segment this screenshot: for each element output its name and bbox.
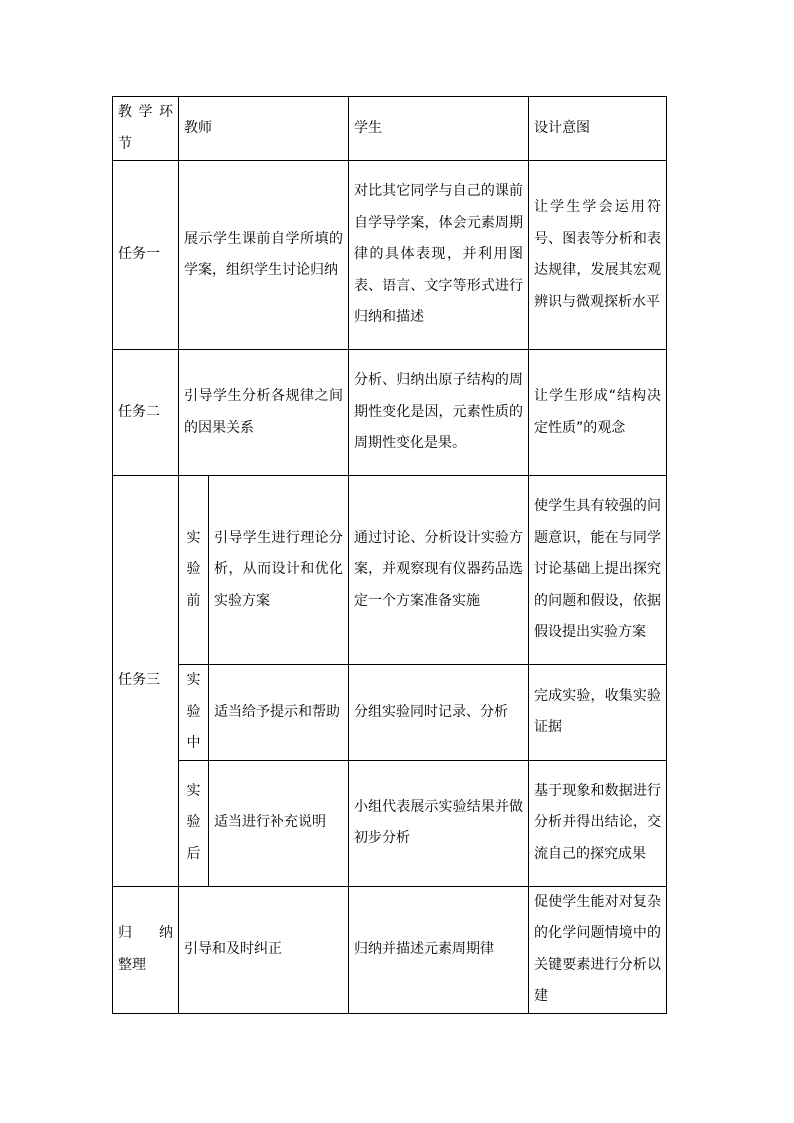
summary-stage [113, 886, 179, 1013]
task1-student: 对比其它同学与自己的课前自学导学案，体会元素周期律的具体表现，并利用图表、语言、文字等形式进行归纳和描述 [349, 161, 529, 350]
header-teacher: 教师 [179, 97, 349, 161]
task3-during-sub: 实验中 [179, 665, 209, 761]
task3-after-row [113, 760, 667, 886]
task1-stage: 任务一 [113, 161, 179, 350]
summary-stage-line2: 整理 [118, 956, 146, 973]
task3-after-sub: 实验后 [179, 760, 209, 886]
summary-row [113, 886, 667, 1013]
header-stage: 教学环节 [113, 97, 179, 161]
task1-row [113, 161, 667, 350]
task3-during-intent: 完成实验，收集实验证据 [529, 665, 667, 761]
summary-student: 归纳并描述元素周期律 [349, 886, 529, 1013]
task3-after-student: 小组代表展示实验结果并做初步分析 [349, 760, 529, 886]
task2-stage: 任务二 [113, 350, 179, 476]
task2-student: 分析、归纳出原子结构的周期性变化是因，元素性质的周期性变化是果。 [349, 350, 529, 476]
task3-before-student: 通过讨论、分析设计实验方案，并观察现有仪器药品选定一个方案准备实施 [349, 476, 529, 665]
header-student: 学生 [349, 97, 529, 161]
task3-before-row [113, 476, 667, 665]
task3-during-teacher: 适当给予提示和帮助 [209, 665, 349, 761]
task3-after-teacher: 适当进行补充说明 [209, 760, 349, 886]
summary-stage-char-a: 归 [118, 925, 132, 941]
task2-teacher: 引导学生分析各规律之间的因果关系 [179, 350, 349, 476]
summary-intent: 促使学生能对对复杂的化学问题情境中的关键要素进行分析以建 [529, 886, 667, 1013]
lesson-plan-table [112, 96, 667, 1014]
header-row [113, 97, 667, 161]
task3-during-student: 分组实验同时记录、分析 [349, 665, 529, 761]
task3-before-intent: 使学生具有较强的问题意识，能在与同学讨论基础上提出探究的问题和假设，依据假设提出实验方案 [529, 476, 667, 665]
task2-row [113, 350, 667, 476]
task3-before-sub: 实验前 [179, 476, 209, 665]
task2-intent: 让学生形成“结构决定性质”的观念 [529, 350, 667, 476]
task1-intent: 让学生学会运用符号、图表等分析和表达规律，发展其宏观辨识与微观探析水平 [529, 161, 667, 350]
header-intent: 设计意图 [529, 97, 667, 161]
summary-stage-char-b: 纳 [159, 925, 173, 941]
summary-stage-line1 [118, 918, 173, 950]
task3-before-teacher: 引导学生进行理论分析，从而设计和优化实验方案 [209, 476, 349, 665]
task3-after-intent: 基于现象和数据进行分析并得出结论，交流自己的探究成果 [529, 760, 667, 886]
summary-teacher: 引导和及时纠正 [179, 886, 349, 1013]
task3-during-row [113, 665, 667, 761]
task1-teacher: 展示学生课前自学所填的学案，组织学生讨论归纳 [179, 161, 349, 350]
task3-stage: 任务三 [113, 476, 179, 887]
